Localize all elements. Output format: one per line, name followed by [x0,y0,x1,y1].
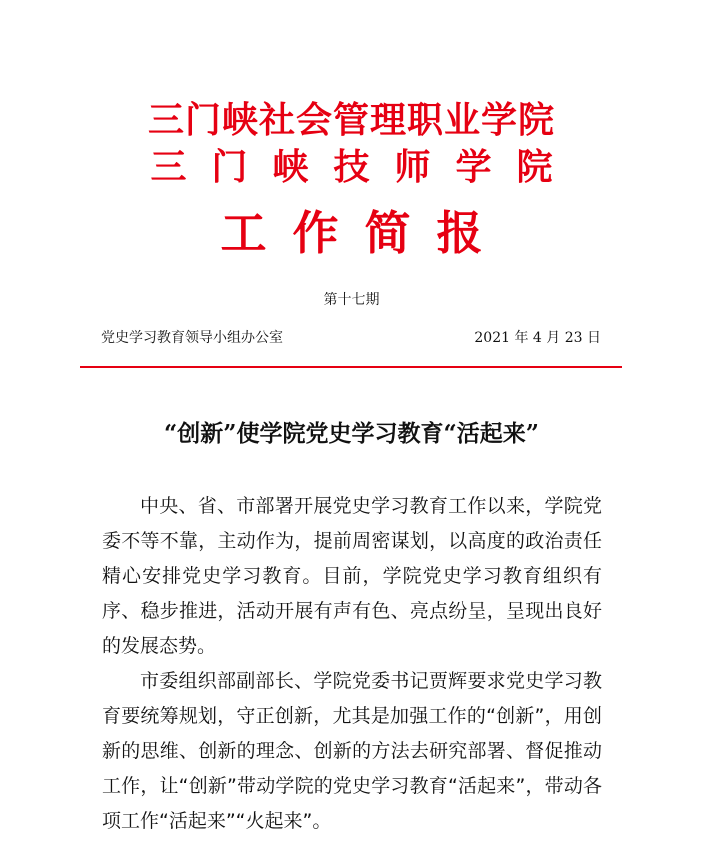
red-divider [80,366,622,368]
article-title: “创新”使学院党史学习教育“活起来” [164,420,539,447]
paragraph: 市委组织部副部长、学院党委书记贾辉要求党史学习教育要统筹规划，守正创新，尤其是加强工作的“创新”，用创新的思维、创新的理念、创新的方法去研究部署、督促推动工作，让“创新”带动学院的党史学习教育“活起来”，带动各项工作“活起来”“火起来”。 [102,670,602,832]
institution-name-line2: 三门峡技师学院 [150,146,578,188]
issuing-office: 党史学习教育领导小组办公室 [101,330,283,346]
institution-name-line1: 三门峡社会管理职业学院 [147,99,555,141]
brief-title: 工作简报 [220,206,509,260]
issue-number: 第十七期 [323,292,380,308]
article-body [102,489,602,839]
paragraph: 中央、省、市部署开展党史学习教育工作以来，学院党委不等不靠，主动作为，提前周密谋划，以高度的政治责任精心安排党史学习教育。目前，学院党史学习教育组织有序、稳步推进，活动开展有声有色、亮点纷呈，呈现出良好的发展态势。 [102,495,602,657]
issue-date: 2021 年 4 月 23 日 [474,330,601,346]
